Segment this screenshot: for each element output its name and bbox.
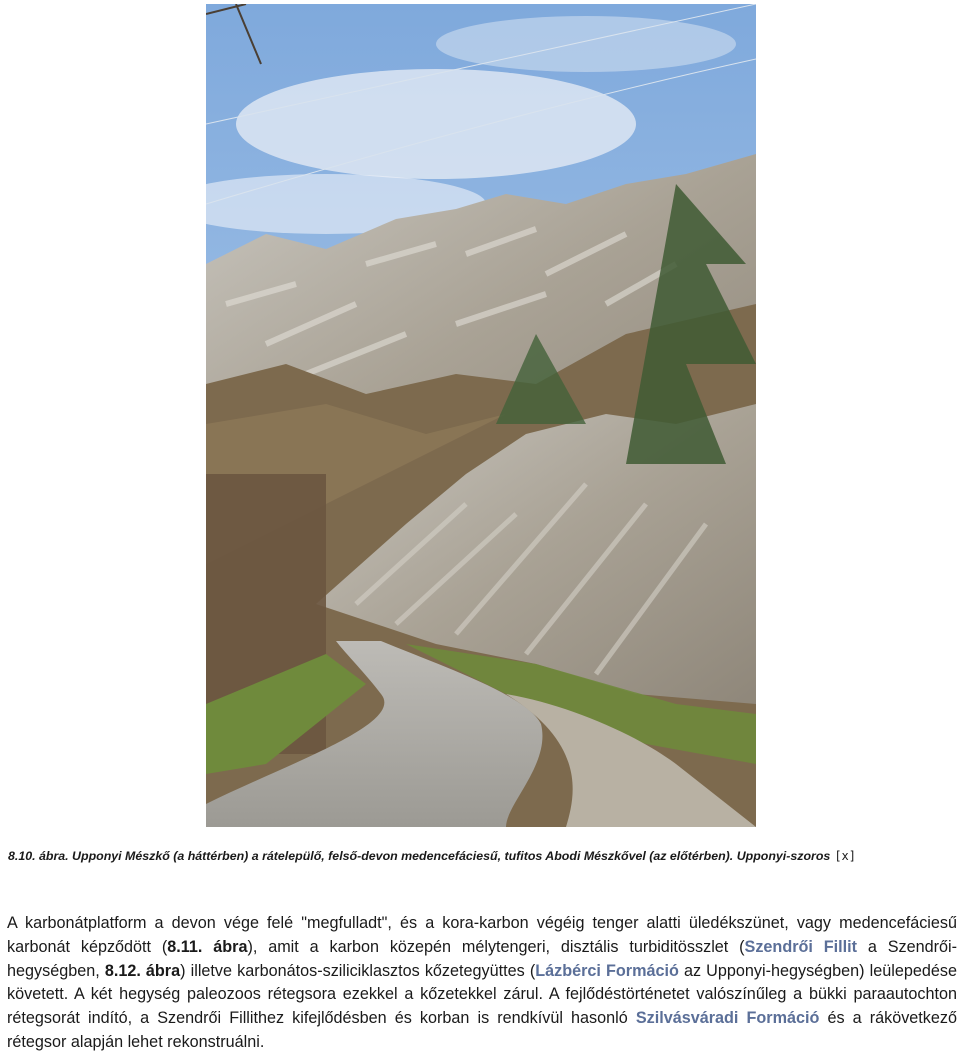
cloud xyxy=(236,69,636,179)
link-szendroi-fillit[interactable]: Szendrői Fillit xyxy=(744,937,858,956)
text-segment: az Upponyi-hegységben) leülepedése követett. A két hegység paleozoos rétegsora ezekkel a kőzetekkel zárul. A fejlődéstörténetet valószínűleg a bükki paraautochton rétegsorát indító, a Szendrői Fillithez kifejlődésben és korban is rendkívül hasonló xyxy=(7,961,957,1028)
caption-text: 8.10. ábra. Upponyi Mészkő (a háttérben) a rátelepülő, felső-devon medencefáciesű, tufitos Abodi Mészkővel (az előtérben). Upponyi-szoros xyxy=(8,849,831,863)
landscape-photo-illustration xyxy=(206,4,756,827)
paragraph-text xyxy=(7,912,957,1055)
xref-link[interactable]: [x] xyxy=(834,849,856,863)
figure-ref-8-12[interactable]: 8.12. ábra xyxy=(104,961,181,980)
figure-photo xyxy=(206,4,756,827)
text-segment: a Szendrői-hegységben, xyxy=(7,937,957,980)
body-paragraph xyxy=(7,912,957,1055)
figure-caption xyxy=(8,849,956,863)
figure-ref-8-11[interactable]: 8.11. ábra xyxy=(167,937,248,956)
text-segment: és a rákövetkező rétegsor alapján lehet rekonstruálni. xyxy=(7,1009,957,1051)
link-lazberci-formacio[interactable]: Lázbérci Formáció xyxy=(535,961,679,980)
text-segment: ), amit a karbon közepén mélytengeri, disztális turbiditösszlet ( xyxy=(247,937,745,956)
text-segment: ) illetve karbonátos-sziliciklasztos kőzetegyüttes ( xyxy=(180,961,536,980)
link-szilvasvaradi-formacio[interactable]: Szilvásváradi Formáció xyxy=(635,1009,820,1028)
text-segment: A karbonátplatform a devon vége felé "megfulladt", és a kora-karbon végéig tenger alatti üledékszünet, vagy medencefáciesű karbonát képződött ( xyxy=(7,914,957,956)
